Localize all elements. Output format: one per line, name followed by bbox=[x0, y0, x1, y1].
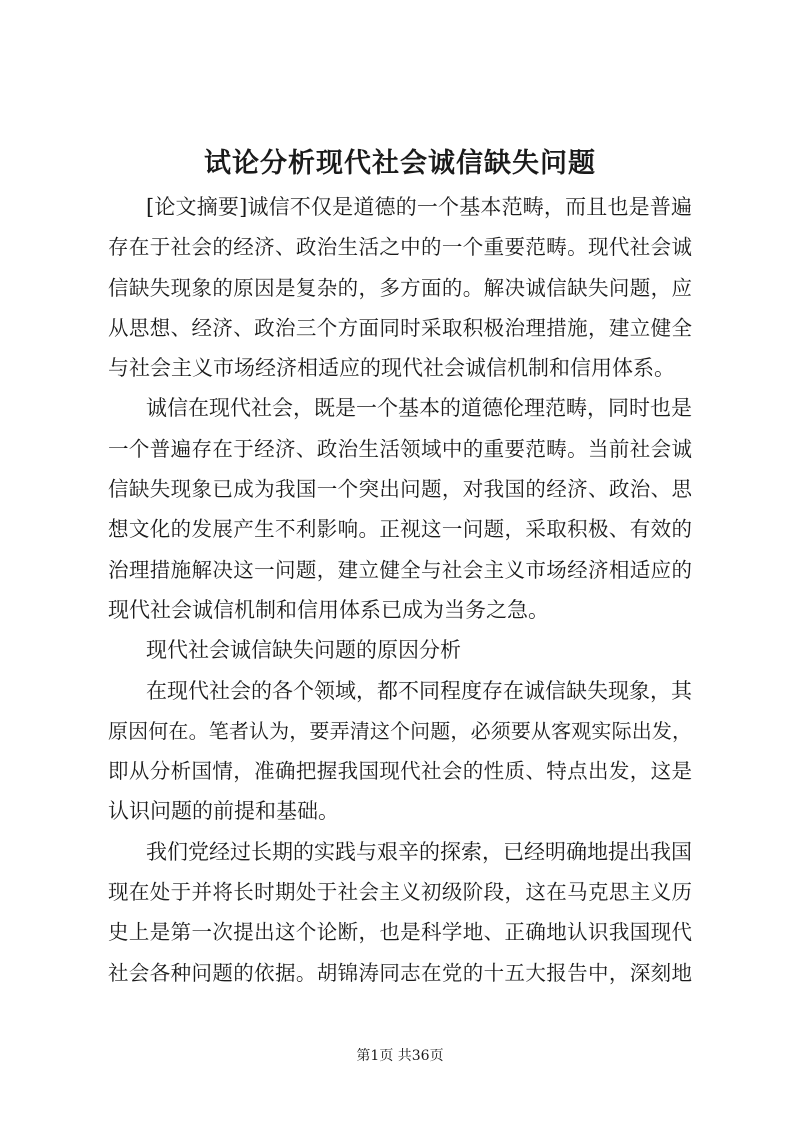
text-line: 史上是第一次提出这个论断，也是科学地、正确地认识我国现代 bbox=[108, 920, 692, 945]
text-line: 现在处于并将长时期处于社会主义初级阶段，这在马克思主义历 bbox=[108, 880, 692, 905]
text-line: 即从分析国情，准确把握我国现代社会的性质、特点出发，这是 bbox=[108, 759, 692, 784]
document-title: 试论分析现代社会诚信缺失问题 bbox=[204, 148, 596, 179]
text-line: 现代社会诚信机制和信用体系已成为当务之急。 bbox=[108, 597, 549, 622]
text-line: 从思想、经济、政治三个方面同时采取积极治理措施，建立健全 bbox=[108, 315, 692, 340]
text-line: 治理措施解决这一问题，建立健全与社会主义市场经济相适应的 bbox=[108, 557, 692, 582]
text-line: 信缺失现象的原因是复杂的，多方面的。解决诚信缺失问题，应 bbox=[108, 275, 692, 300]
text-line: 信缺失现象已成为我国一个突出问题，对我国的经济、政治、思 bbox=[108, 477, 692, 502]
text-line: 社会各种问题的依据。胡锦涛同志在党的十五大报告中，深刻地 bbox=[108, 960, 692, 985]
page-footer: 第1页 共36页 bbox=[356, 1048, 444, 1064]
text-line: 一个普遍存在于经济、政治生活领域中的重要范畴。当前社会诚 bbox=[108, 436, 692, 461]
text-line: 想文化的发展产生不利影响。正视这一问题，采取积极、有效的 bbox=[108, 517, 692, 542]
text-line: 在现代社会的各个领域，都不同程度存在诚信缺失现象，其 bbox=[146, 678, 692, 703]
document-body bbox=[108, 187, 692, 993]
text-line: 现代社会诚信缺失问题的原因分析 bbox=[146, 638, 461, 663]
text-line: 我们党经过长期的实践与艰辛的探索，已经明确地提出我国 bbox=[146, 839, 692, 864]
text-line: [论文摘要]诚信不仅是道德的一个基本范畴，而且也是普遍 bbox=[146, 195, 692, 219]
text-line: 认识问题的前提和基础。 bbox=[108, 799, 339, 824]
text-line: 存在于社会的经济、政治生活之中的一个重要范畴。现代社会诚 bbox=[108, 235, 692, 260]
text-line: 诚信在现代社会，既是一个基本的道德伦理范畴，同时也是 bbox=[146, 396, 692, 421]
text-line: 与社会主义市场经济相适应的现代社会诚信机制和信用体系。 bbox=[108, 356, 675, 381]
text-line: 原因何在。笔者认为，要弄清这个问题，必须要从客观实际出发， bbox=[108, 718, 692, 743]
